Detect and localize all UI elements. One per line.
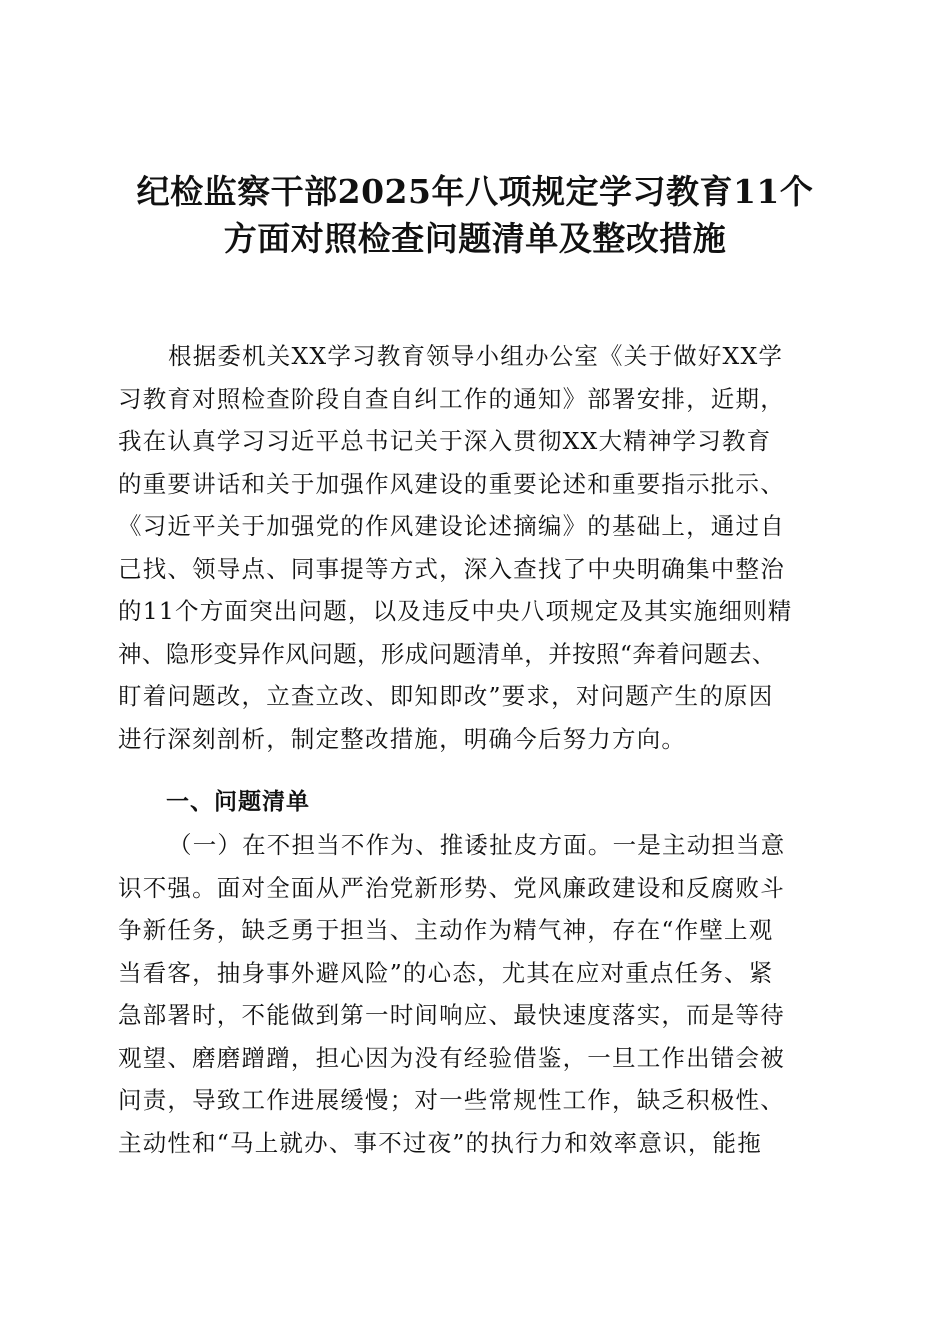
intro-paragraph xyxy=(118,335,830,760)
section1-paragraph xyxy=(118,824,830,1164)
intro-line: 盯着问题改，立查立改、即知即改”要求，对问题产生的原因 xyxy=(118,682,774,710)
section1-line: 观望、磨磨蹭蹭，担心因为没有经验借鉴，一旦工作出错会被 xyxy=(118,1043,785,1072)
intro-line: 的11个方面突出问题，以及违反中央八项规定及其实施细则精 xyxy=(118,597,793,625)
intro-line: 进行深刻剖析，制定整改措施，明确今后努力方向。 xyxy=(118,724,687,753)
section1-line: 识不强。面对全面从严治党新形势、党风廉政建设和反腐败斗 xyxy=(118,873,785,902)
title-line-2: 方面对照检查问题清单及整改措施 xyxy=(223,219,727,258)
intro-line: 神、隐形变异作风问题，形成问题清单，并按照“奔着问题去、 xyxy=(118,639,776,668)
section1-line: 问责，导致工作进展缓慢；对一些常规性工作，缺乏积极性、 xyxy=(118,1086,785,1114)
intro-line: 《习近平关于加强党的作风建设论述摘编》的基础上，通过自 xyxy=(118,512,785,540)
intro-line: 己找、领导点、同事提等方式，深入查找了中央明确集中整治 xyxy=(118,554,785,583)
section1-line: 争新任务，缺乏勇于担当、主动作为精气神，存在“作壁上观 xyxy=(118,916,774,944)
intro-line: 我在认真学习习近平总书记关于深入贯彻XX大精神学习教育 xyxy=(118,427,772,455)
section-heading: 一、问题清单 xyxy=(166,789,310,815)
title-line-1: 纪检监察干部2025年八项规定学习教育11个 xyxy=(136,172,814,211)
intro-line: 根据委机关XX学习教育领导小组办公室《关于做好XX学 xyxy=(168,342,784,370)
section1-line: （一）在不担当不作为、推诿扯皮方面。一是主动担当意 xyxy=(168,831,786,859)
intro-line: 习教育对照检查阶段自查自纠工作的通知》部署安排，近期， xyxy=(118,384,785,413)
document-title xyxy=(90,168,860,262)
section1-line: 主动性和“马上就办、事不过夜”的执行力和效率意识，能拖 xyxy=(118,1128,762,1157)
section1-line: 急部署时，不能做到第一时间响应、最快速度落实，而是等待 xyxy=(118,1001,785,1029)
section1-line: 当看客，抽身事外避风险”的心态，尤其在应对重点任务、紧 xyxy=(118,958,774,987)
intro-line: 的重要讲话和关于加强作风建设的重要论述和重要指示批示、 xyxy=(118,469,785,498)
